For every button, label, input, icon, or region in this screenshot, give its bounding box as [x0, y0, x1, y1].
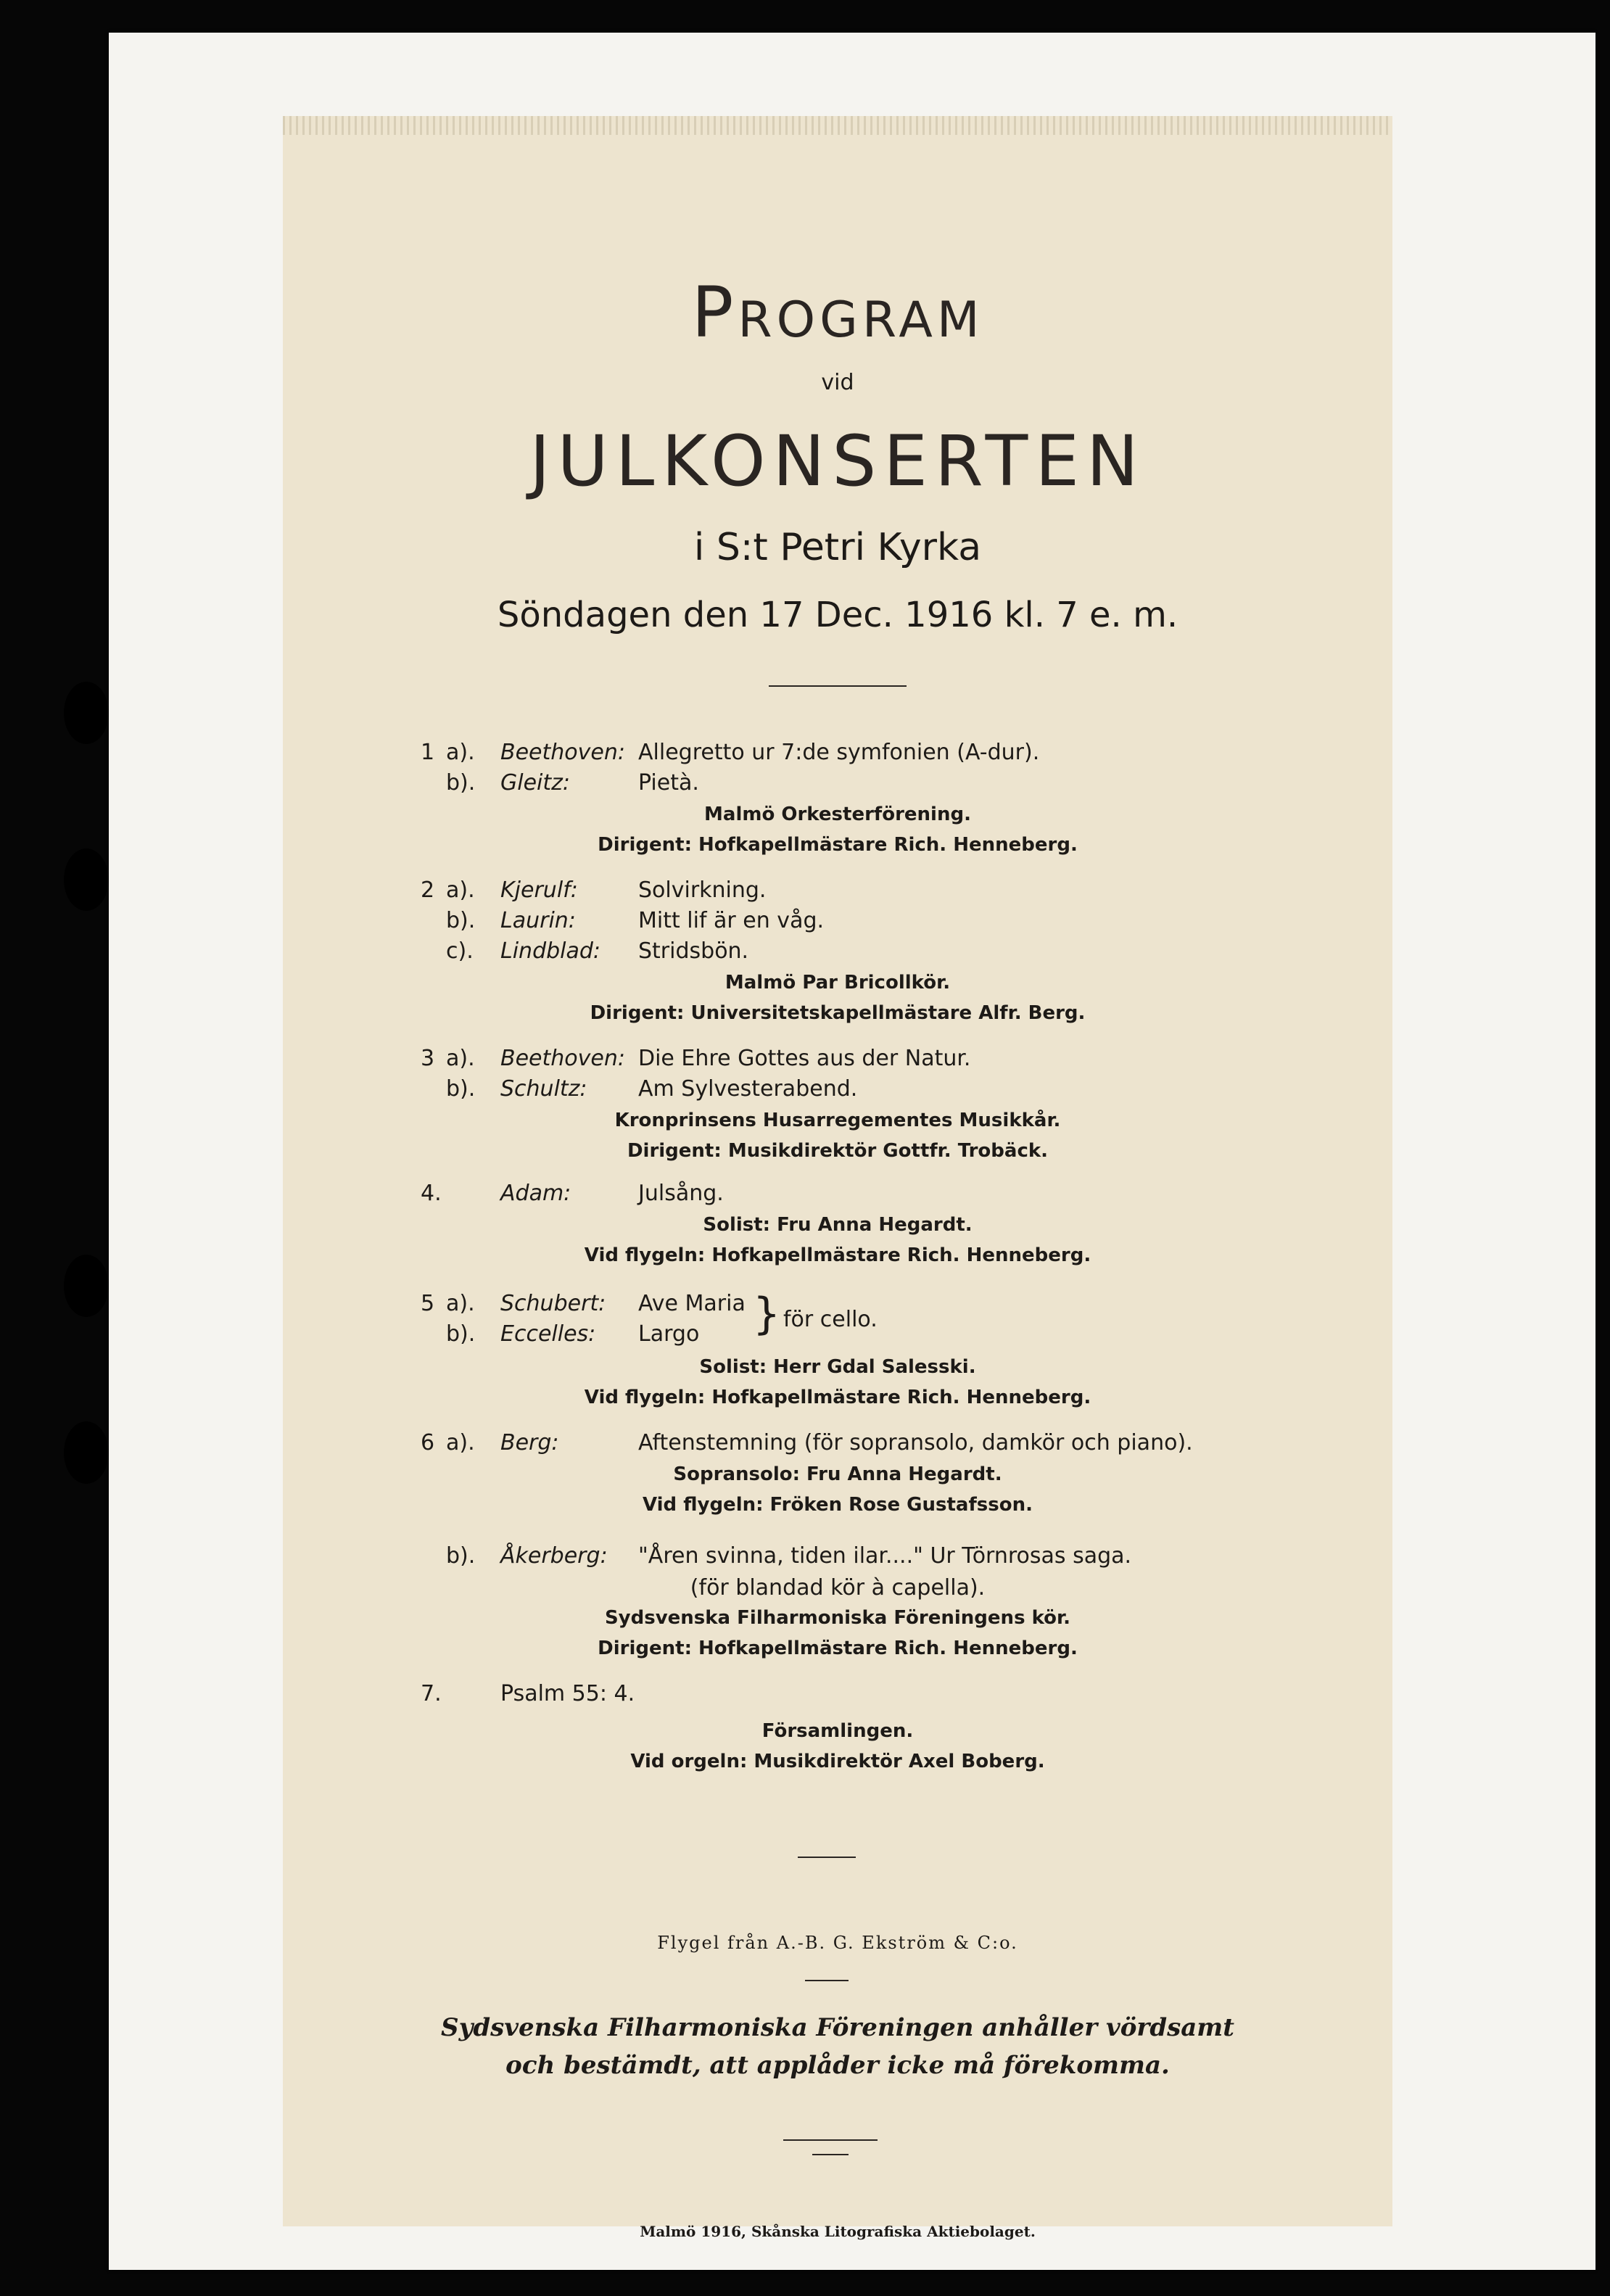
applause-notice: Sydsvenska Filharmoniska Föreningen anhåller vördsamt och bestämdt, att applåder icke må förekomma.: [441, 2013, 1234, 2080]
divider: [798, 1857, 856, 1858]
performer-line: Dirigent: Hofkapellmästare Rich. Henneberg.: [598, 1638, 1078, 1659]
vid-label: vid: [821, 370, 854, 395]
concert-title: JULKONSERTEN: [529, 421, 1146, 502]
work-note: (för blandad kör à capella).: [690, 1575, 986, 1601]
brace-note: för cello.: [783, 1307, 878, 1332]
performer-line: Vid orgeln: Musikdirektör Axel Boberg.: [630, 1751, 1045, 1772]
performer-line: Vid flygeln: Hofkapellmästare Rich. Henneberg.: [584, 1244, 1091, 1266]
perforated-edge: [283, 116, 1392, 135]
performer-line: Församlingen.: [761, 1720, 914, 1742]
program-sheet: PROGRAM vid JULKONSERTEN i S:t Petri Kyrka Söndagen den 17 Dec. 1916 kl. 7 e. m. 1 a). Beethoven: Allegretto ur 7:de symfonien (A-dur). b). Gleitz: Pietà. Malmö Orkesterförening. Dirigent: Hofkapellmästare Rich. Henneberg. 2 a). Kjerulf: Solvirkning. b). Laurin: Mitt lif är en våg. c). Lindblad: Stridsbön. Malmö Par Bricollkör. Dirigent: Universitetskapellmästare Alfr. Berg. 3 a). Beethoven: Die Ehre Gottes aus der Natur. b). Schultz: Am Sylvesterabend. Kronprinsens Husarregementes Musikkår. Dirigent: Musikdirektör Gottfr. Trobäck. 4. Adam: Julsång. Solist: Fru Anna Hegardt. Vid flygeln: Hofkapellmästare Rich. Henneberg. 5 a). Schubert: Ave Maria b). Eccelles: Largo } för cello. Solist: Herr Gdal Salesski. Vid flygeln: Hofkapellmästare Rich. Henneberg. 6 a). Berg: Aftenstemning (för sopransolo, damkör och piano). Sopransolo: Fru Anna Hegardt. Vid flygeln: Fröken Rose Gustafsson. b). Åkerberg: "Åren svinna, tiden ilar...." Ur Törnrosas saga. (för blandad kör à capella). Sydsvenska Filharmoniska Föreningens kör. Dirigent: Hofkapellmästare Rich. Henneberg. 7. Psalm 55: 4. Församlingen. Vid orgeln: Musikdirektör Axel Boberg. Flygel från A.-B. G. Ekström & C:o. Sydsvenska Filharmoniska Föreningen anhåller vördsamt och bestämdt, att applåder icke må förekomma. Malmö 1916, Skånska Litografiska Aktiebolaget.: [283, 116, 1392, 2226]
performer-line: Malmö Par Bricollkör.: [724, 972, 951, 994]
venue: i S:t Petri Kyrka: [693, 526, 982, 569]
punch-hole: [64, 848, 109, 911]
performer-line: Solist: Herr Gdal Salesski.: [699, 1356, 976, 1378]
performer-line: Vid flygeln: Fröken Rose Gustafsson.: [642, 1494, 1033, 1516]
performer-line: Solist: Fru Anna Hegardt.: [703, 1214, 973, 1236]
performer-line: Dirigent: Universitetskapellmästare Alfr. Berg.: [590, 1002, 1086, 1024]
concert-date: Söndagen den 17 Dec. 1916 kl. 7 e. m.: [497, 595, 1178, 635]
program-heading: PROGRAM: [691, 272, 984, 353]
performer-line: Malmö Orkesterförening.: [704, 804, 971, 825]
performer-line: Dirigent: Hofkapellmästare Rich. Henneberg.: [598, 834, 1078, 856]
punch-hole: [64, 682, 109, 744]
divider: [769, 685, 907, 687]
performer-line: Sydsvenska Filharmoniska Föreningens kör.: [604, 1607, 1071, 1629]
performer-line: Sopransolo: Fru Anna Hegardt.: [673, 1463, 1002, 1485]
divider: [805, 1980, 849, 1981]
printer-credit: Malmö 1916, Skånska Litografiska Aktiebolaget.: [640, 2223, 1036, 2240]
punch-hole: [64, 1421, 109, 1484]
performer-line: Dirigent: Musikdirektör Gottfr. Trobäck.: [627, 1140, 1049, 1162]
piano-credit: Flygel från A.-B. G. Ekström & C:o.: [657, 1933, 1018, 1953]
performer-line: Vid flygeln: Hofkapellmästare Rich. Henneberg.: [584, 1387, 1091, 1408]
divider: [812, 2154, 849, 2155]
divider: [783, 2139, 878, 2141]
brace-symbol: }: [753, 1289, 781, 1339]
punch-hole: [64, 1255, 109, 1317]
performer-line: Kronprinsens Husarregementes Musikkår.: [614, 1110, 1061, 1131]
